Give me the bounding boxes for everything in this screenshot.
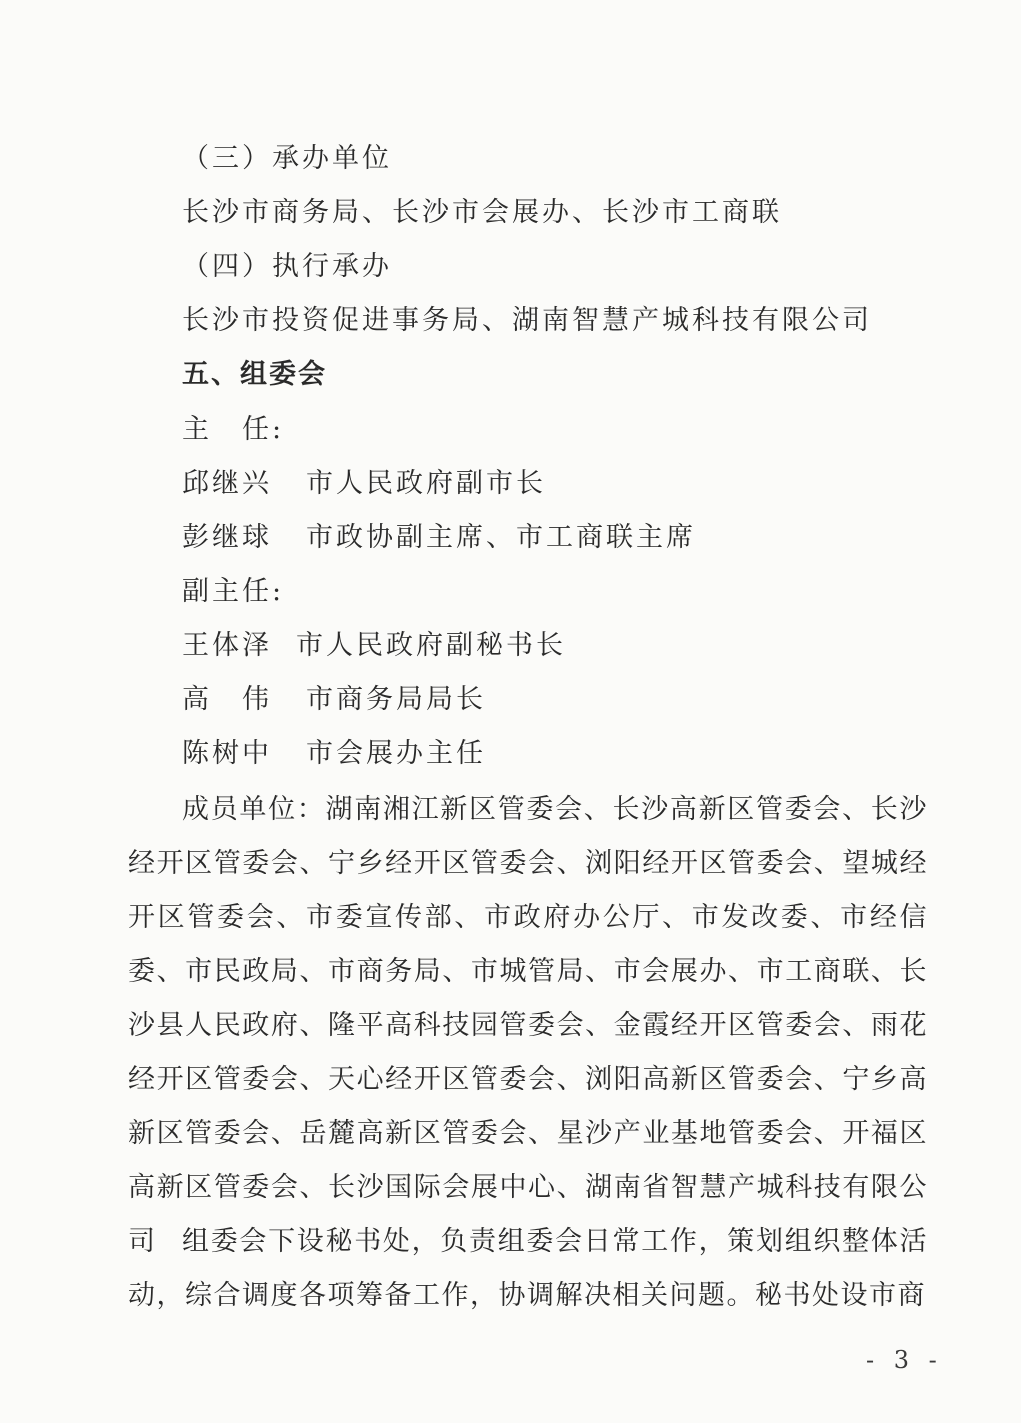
director-name: 彭继球 bbox=[182, 522, 272, 553]
deputy-title: 市人民政府副秘书长 bbox=[296, 630, 566, 661]
deputy-title: 市会展办主任 bbox=[306, 738, 486, 769]
director-name: 邱继兴 bbox=[182, 468, 272, 499]
director-row bbox=[182, 521, 696, 555]
secretariat-paragraph: 组委会下设秘书处，负责组委会日常工作，策划组织整体活动，综合调度各项筹备工作，协调解决相关问题。秘书处设市商 bbox=[128, 1226, 928, 1311]
section-heading-committee: 五、组委会 bbox=[182, 359, 327, 390]
member-units-paragraph: 成员单位：湖南湘江新区管委会、长沙高新区管委会、长沙经开区管委会、宁乡经开区管委会、浏阳经开区管委会、望城经开区管委会、市委宣传部、市政府办公厅、市发改委、市经信委、市民政局、市商务局、市城管局、市会展办、市工商联、长沙县人民政府、隆平高科技园管委会、金霞经开区管委会、雨花经开区管委会、天心经开区管委会、浏阳高新区管委会、宁乡高新区管委会、岳麓高新区管委会、星沙产业基地管委会、开福区高新区管委会、长沙国际会展中心、湖南省智慧产城科技有限公司 bbox=[128, 794, 928, 1257]
deputy-director-row bbox=[182, 683, 486, 717]
deputy-name: 陈树中 bbox=[182, 738, 272, 769]
heading-executive-units: （四）执行承办 bbox=[182, 251, 392, 282]
page-number: - 3 - bbox=[866, 1346, 943, 1374]
deputy-title: 市商务局局长 bbox=[306, 684, 486, 715]
director-title: 市政协副主席、市工商联主席 bbox=[306, 522, 696, 553]
director-title: 市人民政府副市长 bbox=[306, 468, 546, 499]
deputy-director-row bbox=[182, 737, 486, 771]
deputy-director-label: 副主任: bbox=[182, 576, 285, 607]
deputy-name: 王体泽 bbox=[182, 630, 272, 661]
director-row bbox=[182, 467, 546, 501]
director-label: 主 任: bbox=[182, 414, 285, 445]
heading-undertaking-units: （三）承办单位 bbox=[182, 143, 392, 174]
deputy-director-row bbox=[182, 629, 566, 663]
executive-units-text: 长沙市投资促进事务局、湖南智慧产城科技有限公司 bbox=[182, 305, 872, 336]
deputy-name: 高 伟 bbox=[182, 684, 272, 715]
undertaking-units-text: 长沙市商务局、长沙市会展办、长沙市工商联 bbox=[182, 197, 782, 228]
